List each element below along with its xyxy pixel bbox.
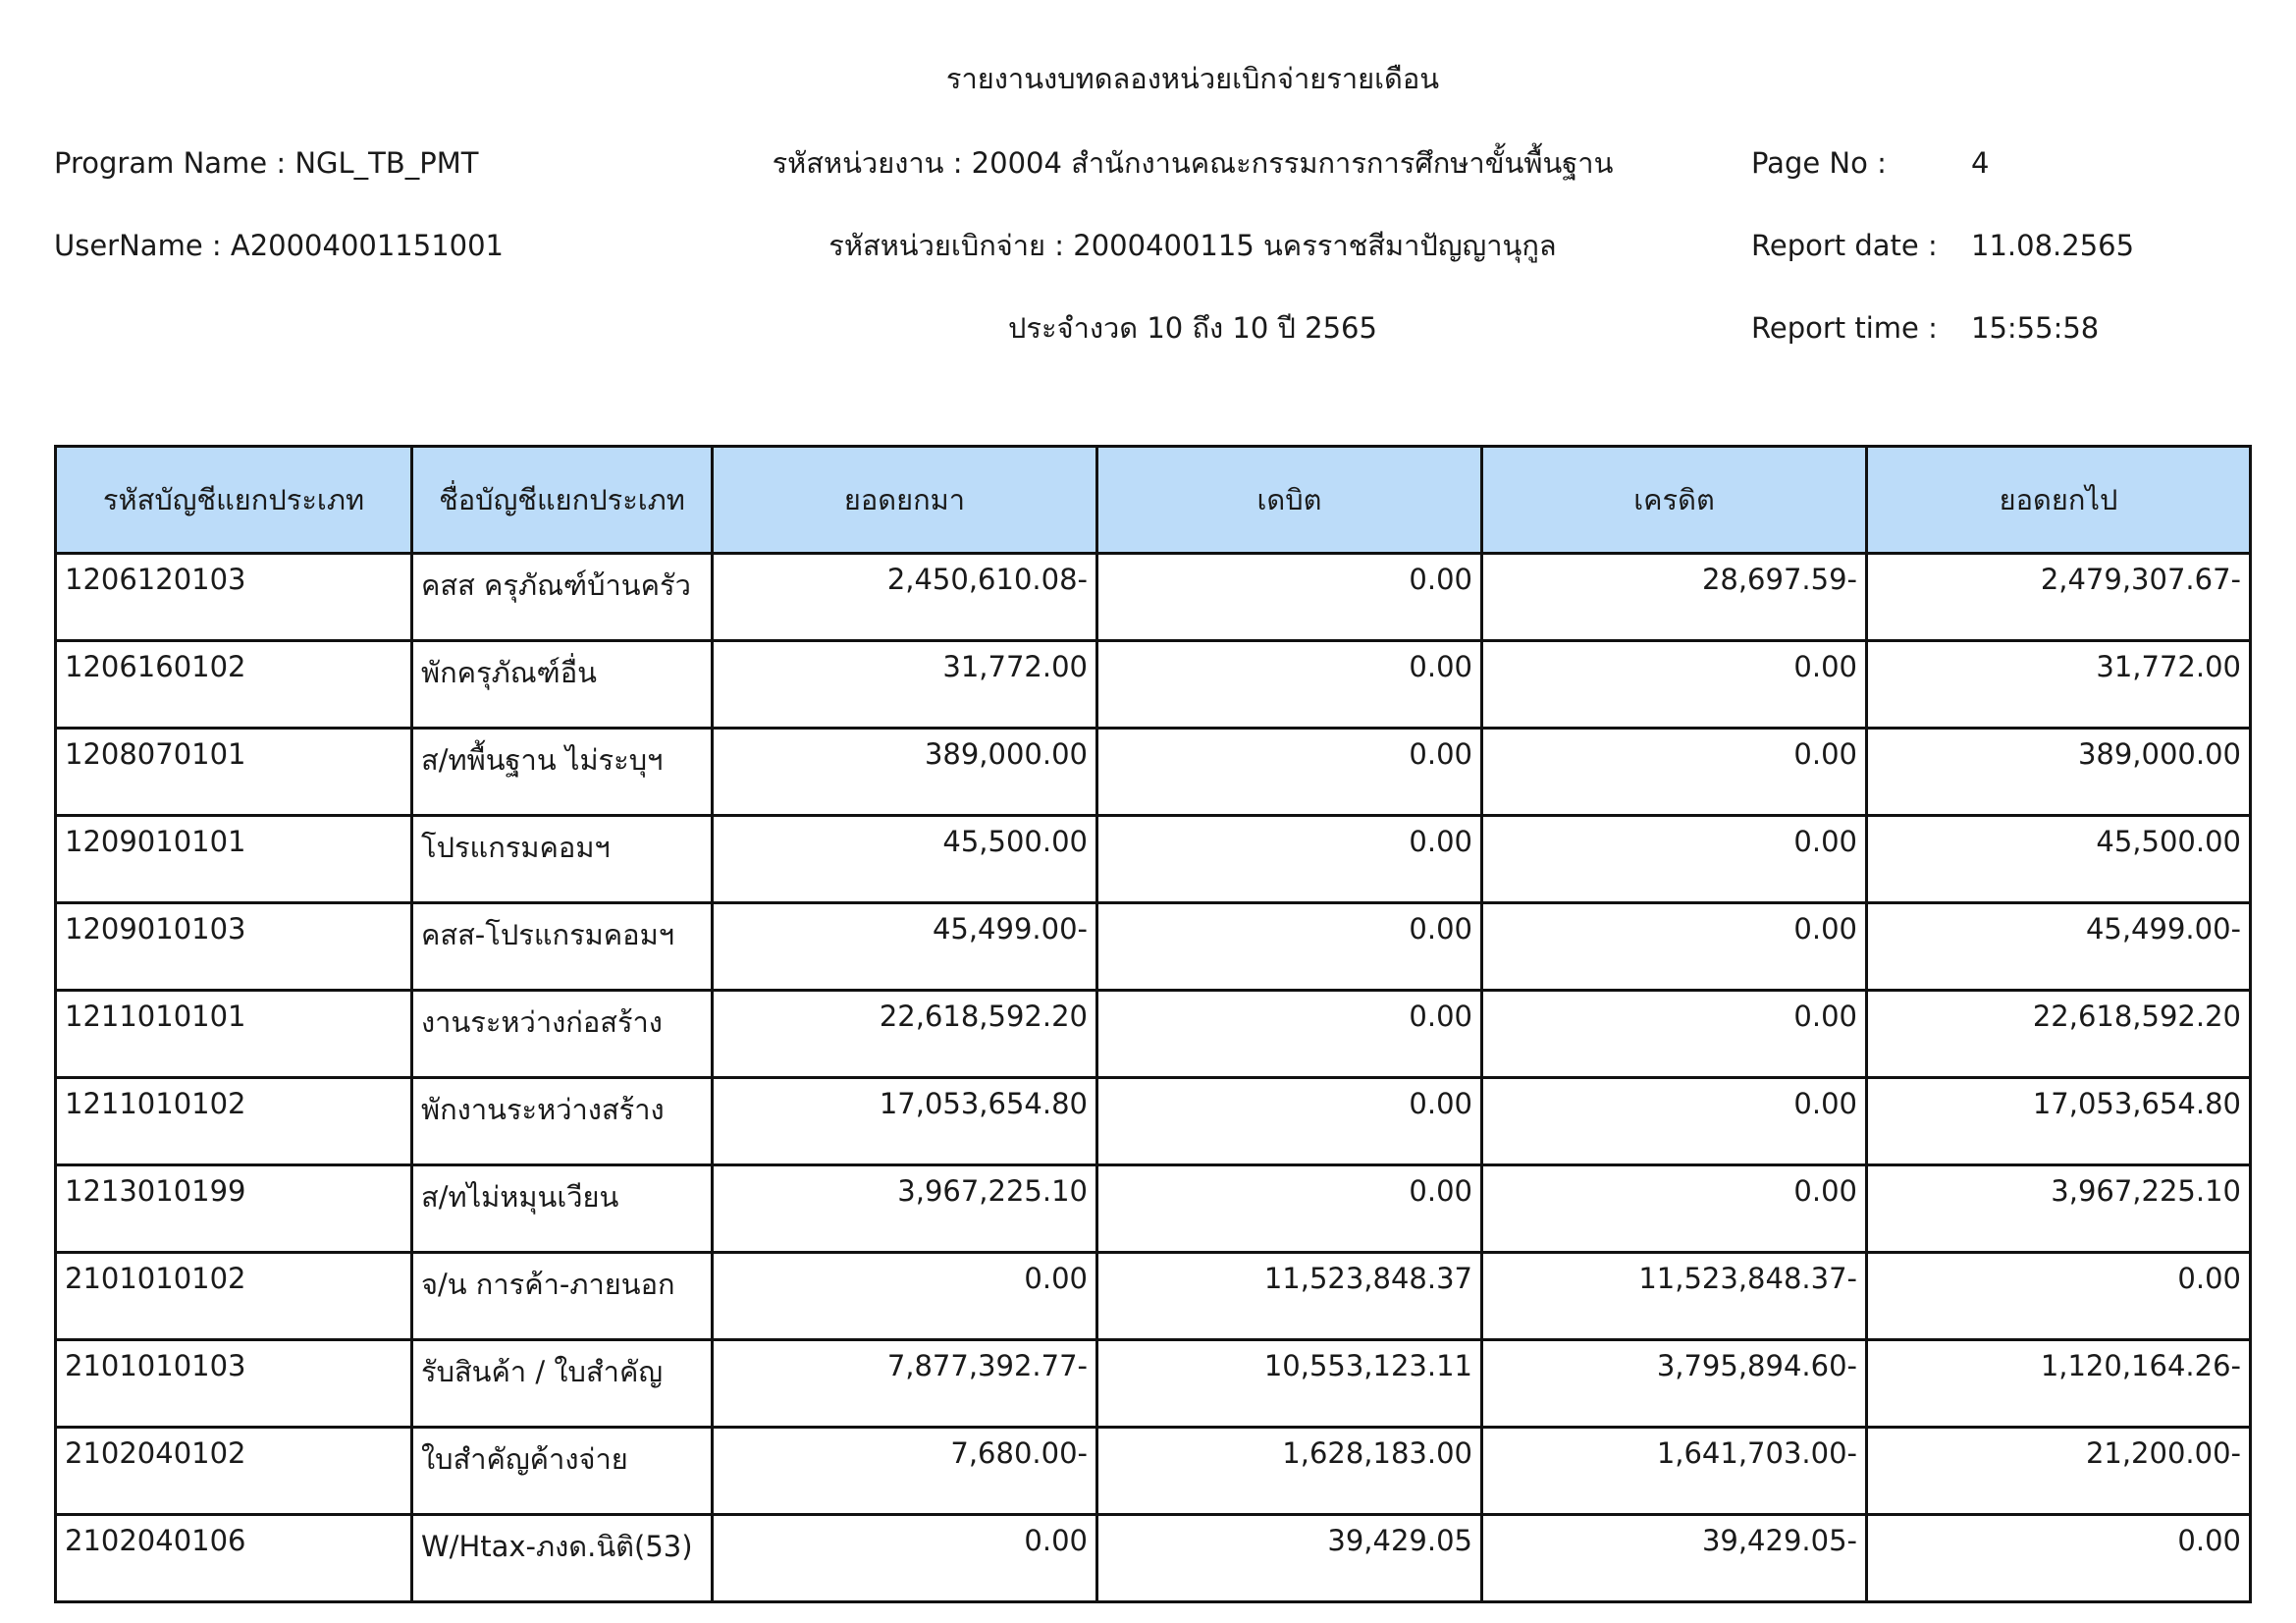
credit-cell: 0.00 [1482, 1078, 1867, 1165]
account-name-cell: ส/ทพื้นฐาน ไม่ระบุฯ [412, 729, 713, 816]
credit-cell: 0.00 [1482, 729, 1867, 816]
opening-balance-cell: 0.00 [713, 1515, 1097, 1602]
debit-cell: 39,429.05 [1097, 1515, 1482, 1602]
opening-balance-cell: 7,680.00- [713, 1428, 1097, 1515]
account-name-cell: คสส ครุภัณฑ์บ้านครัว [412, 554, 713, 641]
closing-balance-cell: 0.00 [1867, 1253, 2251, 1340]
account-code-cell: 1206160102 [56, 641, 412, 729]
account-code-cell: 2101010102 [56, 1253, 412, 1340]
table-row [56, 903, 2251, 991]
opening-balance-cell: 2,450,610.08- [713, 554, 1097, 641]
account-code-cell: 2102040106 [56, 1515, 412, 1602]
table-row [56, 554, 2251, 641]
table-row [56, 641, 2251, 729]
opening-balance-cell: 31,772.00 [713, 641, 1097, 729]
account-name-cell: รับสินค้า / ใบสำคัญ [412, 1340, 713, 1428]
account-code-cell: 1209010101 [56, 816, 412, 903]
table-row [56, 1340, 2251, 1428]
opening-balance-cell: 45,499.00- [713, 903, 1097, 991]
credit-cell: 0.00 [1482, 816, 1867, 903]
credit-cell: 1,641,703.00- [1482, 1428, 1867, 1515]
closing-balance-cell: 45,500.00 [1867, 816, 2251, 903]
report-time: 15:55:58 [1971, 311, 2100, 345]
opening-balance-cell: 0.00 [713, 1253, 1097, 1340]
table-header-row [56, 447, 2251, 554]
column-header-closing-balance: ยอดยกไป [1867, 447, 2251, 554]
account-code-cell: 1213010199 [56, 1165, 412, 1253]
credit-cell: 39,429.05- [1482, 1515, 1867, 1602]
credit-cell: 3,795,894.60- [1482, 1340, 1867, 1428]
table-row [56, 991, 2251, 1078]
table-row [56, 729, 2251, 816]
report-title: รายงานงบทดลองหน่วยเบิกจ่ายรายเดือน [945, 62, 1440, 95]
program-name: Program Name : NGL_TB_PMT [54, 146, 479, 180]
closing-balance-cell: 31,772.00 [1867, 641, 2251, 729]
credit-cell: 0.00 [1482, 903, 1867, 991]
closing-balance-cell: 21,200.00- [1867, 1428, 2251, 1515]
debit-cell: 0.00 [1097, 641, 1482, 729]
closing-balance-cell: 2,479,307.67- [1867, 554, 2251, 641]
report-period: ประจำงวด 10 ถึง 10 ปี 2565 [1008, 311, 1377, 345]
column-header-opening-balance: ยอดยกมา [713, 447, 1097, 554]
table-row [56, 816, 2251, 903]
closing-balance-cell: 1,120,164.26- [1867, 1340, 2251, 1428]
credit-cell: 0.00 [1482, 641, 1867, 729]
debit-cell: 1,628,183.00 [1097, 1428, 1482, 1515]
account-name-cell: พักงานระหว่างสร้าง [412, 1078, 713, 1165]
report-date-label: Report date : [1751, 229, 1938, 262]
account-code-cell: 1206120103 [56, 554, 412, 641]
account-code-cell: 1209010103 [56, 903, 412, 991]
closing-balance-cell: 45,499.00- [1867, 903, 2251, 991]
account-name-cell: ส/ทไม่หมุนเวียน [412, 1165, 713, 1253]
credit-cell: 11,523,848.37- [1482, 1253, 1867, 1340]
agency-code: รหัสหน่วยงาน : 20004 สำนักงานคณะกรรมการการศึกษาขั้นพื้นฐาน [772, 146, 1614, 180]
opening-balance-cell: 7,877,392.77- [713, 1340, 1097, 1428]
opening-balance-cell: 22,618,592.20 [713, 991, 1097, 1078]
opening-balance-cell: 45,500.00 [713, 816, 1097, 903]
account-code-cell: 2101010103 [56, 1340, 412, 1428]
account-name-cell: ใบสำคัญค้างจ่าย [412, 1428, 713, 1515]
column-header-account-name: ชื่อบัญชีแยกประเภท [412, 447, 713, 554]
debit-cell: 11,523,848.37 [1097, 1253, 1482, 1340]
debit-cell: 0.00 [1097, 1165, 1482, 1253]
account-name-cell: W/Htax-ภงด.นิติ(53) [412, 1515, 713, 1602]
report-time-label: Report time : [1751, 311, 1938, 345]
debit-cell: 0.00 [1097, 991, 1482, 1078]
account-name-cell: พักครุภัณฑ์อื่น [412, 641, 713, 729]
opening-balance-cell: 3,967,225.10 [713, 1165, 1097, 1253]
debit-cell: 10,553,123.11 [1097, 1340, 1482, 1428]
table-row [56, 1078, 2251, 1165]
table-row [56, 1165, 2251, 1253]
trial-balance-table [54, 445, 2252, 1603]
account-code-cell: 2102040102 [56, 1428, 412, 1515]
table-row [56, 1515, 2251, 1602]
account-code-cell: 1211010101 [56, 991, 412, 1078]
table-row [56, 1253, 2251, 1340]
debit-cell: 0.00 [1097, 1078, 1482, 1165]
page-no: 4 [1971, 146, 1990, 180]
debit-cell: 0.00 [1097, 729, 1482, 816]
disbursement-unit: รหัสหน่วยเบิกจ่าย : 2000400115 นครราชสีมาปัญญานุกูล [828, 229, 1557, 262]
page-no-label: Page No : [1751, 146, 1887, 180]
account-name-cell: งานระหว่างก่อสร้าง [412, 991, 713, 1078]
debit-cell: 0.00 [1097, 816, 1482, 903]
closing-balance-cell: 17,053,654.80 [1867, 1078, 2251, 1165]
credit-cell: 0.00 [1482, 991, 1867, 1078]
account-code-cell: 1211010102 [56, 1078, 412, 1165]
opening-balance-cell: 17,053,654.80 [713, 1078, 1097, 1165]
closing-balance-cell: 22,618,592.20 [1867, 991, 2251, 1078]
account-name-cell: โปรแกรมคอมฯ [412, 816, 713, 903]
closing-balance-cell: 0.00 [1867, 1515, 2251, 1602]
debit-cell: 0.00 [1097, 903, 1482, 991]
report-date: 11.08.2565 [1971, 229, 2135, 262]
credit-cell: 28,697.59- [1482, 554, 1867, 641]
column-header-account-code: รหัสบัญชีแยกประเภท [56, 447, 412, 554]
table-row [56, 1428, 2251, 1515]
credit-cell: 0.00 [1482, 1165, 1867, 1253]
column-header-debit: เดบิต [1097, 447, 1482, 554]
user-name: UserName : A20004001151001 [54, 229, 505, 262]
account-name-cell: จ/น การค้า-ภายนอก [412, 1253, 713, 1340]
closing-balance-cell: 389,000.00 [1867, 729, 2251, 816]
account-name-cell: คสส-โปรแกรมคอมฯ [412, 903, 713, 991]
debit-cell: 0.00 [1097, 554, 1482, 641]
opening-balance-cell: 389,000.00 [713, 729, 1097, 816]
account-code-cell: 1208070101 [56, 729, 412, 816]
column-header-credit: เครดิต [1482, 447, 1867, 554]
closing-balance-cell: 3,967,225.10 [1867, 1165, 2251, 1253]
